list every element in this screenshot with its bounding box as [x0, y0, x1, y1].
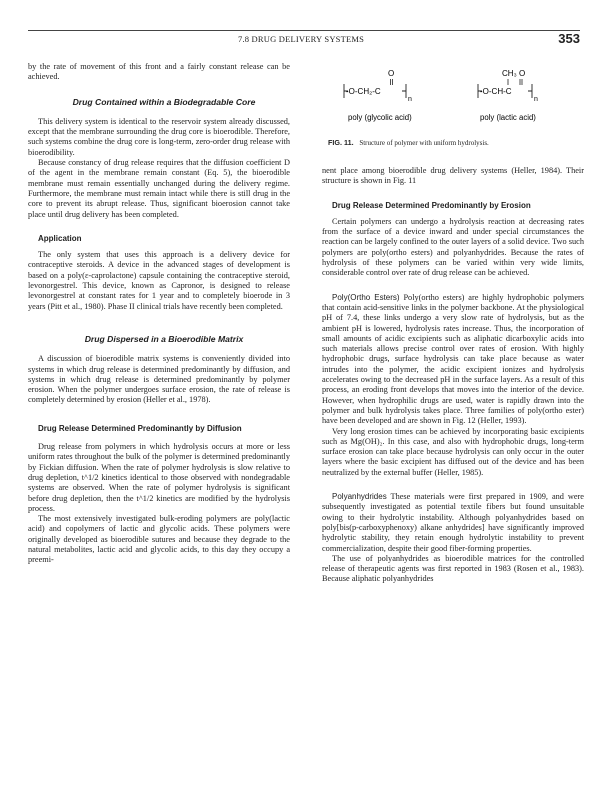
chem-o-label: O — [388, 69, 395, 78]
label-poly-lactic-acid: poly (lactic acid) — [480, 113, 536, 122]
paragraph: The use of polyanhydrides as bioerodible matrices for the controlled release of therapeutic agents was first reported in 1983 (Rosen et al., 1983). Because aliphatic polyanhydrides — [322, 553, 584, 584]
polymer-structures-diagram — [322, 62, 584, 136]
left-column — [28, 62, 290, 566]
figure-number: FIG. 11. — [328, 138, 354, 147]
chem-n-subscript: n — [408, 96, 412, 103]
continued-paragraph: nent place among bioerodible drug delivery systems (Heller, 1984). Their structure is shown in Fig. 11 — [322, 166, 584, 186]
page-header — [28, 31, 580, 48]
run-in-heading: Polyanhydrides — [332, 492, 387, 502]
figure-caption — [328, 138, 489, 148]
header-rule — [28, 30, 580, 31]
chem-ch2-chain: -O-CH₂-C — [346, 87, 381, 96]
running-head: 7.8 DRUG DELIVERY SYSTEMS — [238, 34, 365, 44]
paragraph: Drug release from polymers in which hydrolysis occurs at more or less uniform rates throughout the bulk of the polymer is determined predominantly by Fickian diffusion. When the rate of polymer hydrolysis is slow relative to drug depletion, t^1/2 kinetics identical to those observed with nondegradable systems are observed. When the rate of polymer hydrolysis is significant before drug depletion, then the t^1/2 kinetics are modified by the hydrolysis process. — [28, 442, 290, 513]
paragraph: This delivery system is identical to the reservoir system already discussed, except that the membrane surrounding the drug core is bioerodible. Therefore, such systems combine the drug core is long-term, zero-order drug release with bioerodibility. — [28, 116, 290, 157]
paragraph-text: These materials were first prepared in 1909, and were subsequently investigated as potential textile fibers but found unsuitable owing to their hydrolytic instability. Although polyanhydrides based on poly[bis(p-carboxyphenoxy) alkane anhydrides] have significantly improved hydrolytic stability, they retain enough hydrolytic instability to prevent commercialization, despite their good fiber-forming properties. — [322, 492, 584, 553]
run-in-heading: Poly(Ortho Esters) — [332, 292, 400, 302]
paragraph-poly-ortho-esters — [322, 293, 584, 427]
paragraph: The only system that uses this approach is a delivery device for contraceptive steroids. A device in the advanced stages of development is based on a poly(ε-caprolactone) capsule containing the contraceptive steroid, levonorgestrel. This device, known as Capronor, is designed to release levonorgestrel at constant rates for 1 year and to completely bioerode in 3 years (Pitt et al., 1980). Phase II clinical trials have recently been completed. — [28, 250, 290, 311]
section-heading-biodegradable-core: Drug Contained within a Biodegradable Core — [72, 96, 256, 107]
label-poly-glycolic-acid: poly (glycolic acid) — [348, 113, 412, 122]
chem-och-chain: -O-CH-C — [480, 87, 512, 96]
section-heading-diffusion: Drug Release Determined Predominantly by Diffusion — [38, 423, 242, 433]
paragraph: Very long erosion times can be achieved by incorporating basic excipients such as Mg(OH)₂. In this case, and also with hydrophobic drugs, long-term surface erosion can take place because hydrolysis can only occur in the outer layers where the basic excipient has diffused out of the device and has been neutralized by the external buffer (Heller, 1985). — [322, 426, 584, 477]
section-heading-erosion: Drug Release Determined Predominantly by Erosion — [332, 200, 531, 210]
page-number: 353 — [558, 31, 580, 46]
figure-caption-text: Structure of polymer with uniform hydrolysis. — [359, 139, 489, 147]
figure-11 — [322, 62, 584, 156]
paragraph-text: Poly(ortho esters) are highly hydrophobic polymers that contain acid-sensitive links in the polymer backbone. At the physiological pH of 7.4, these links undergo a very slow rate of hydrolysis, but as the ambient pH is lowered, hydrolysis rates increase. Thus, the incorporation of small amounts of acidic excipients such as aliphatic dicarboxylic acids into such materials allows precise control over rates of erosion. With highly hydrophobic drugs, surface hydrolysis can take place because as water intrudes into the polymer, the acidic excipient ionizes and hydrolysis accelerates owing to the decreased pH in the surface layers. As a result of this process, an eroding front develops that moves into the interior of the device. However, when hydrophilic drugs are used, water is rapidly drawn into the polymer and bulk hydrolysis takes place. Three families of poly(ortho ester) have been developed and are shown in Fig. 12 (Heller, 1993). — [322, 292, 584, 426]
section-heading-application: Application — [38, 233, 82, 243]
paragraph: Certain polymers can undergo a hydrolysis reaction at decreasing rates from the surface of a device inward and under special circumstances the reaction can be largely confined to the outer layers of a solid device. Two such polymers are poly(ortho esters) and polyanhydrides. Because the rates of hydrolysis of these polymers can be varied within very wide limits, considerable control over rate of drug release can be achieved. — [322, 216, 584, 278]
paragraph: A discussion of bioerodible matrix systems is conveniently divided into systems in which drug release is determined predominantly by diffusion, and systems in which drug release is determined predominantly by polymer erosion. When the polymer undergoes surface erosion, the rate of release is completely determined by erosion (Heller et al., 1978). — [28, 354, 290, 405]
paragraph-polyanhydrides — [322, 492, 584, 554]
right-column — [322, 62, 584, 585]
paragraph: The most extensively investigated bulk-eroding polymers are poly(lactic acid) and copolymers of lactic and glycolic acids. These polymers were originally developed as bioerodible sutures and because they degrade to the natural metabolites, lactic acid and glycolic acids, to this day they occupy a preemi- — [28, 514, 290, 565]
intro-paragraph: by the rate of movement of this front and a fairly constant release can be achieved. — [28, 62, 290, 82]
chem-n-subscript: n — [534, 96, 538, 103]
paragraph: Because constancy of drug release requires that the diffusion coefficient D of the agent in the membrane remain constant (Eq. 5), the bioerodible membrane must remain essentially unchanged during the delivery regime. Furthermore, the membrane must remain intact while there is still drug in the core to prevent its abrupt release. Thus, significant bioerosion cannot take place until drug delivery has been completed. — [28, 158, 290, 219]
section-heading-bioerodible-matrix: Drug Dispersed in a Bioerodible Matrix — [84, 333, 244, 344]
glycolic-acid-structure — [344, 69, 412, 103]
chem-ch3-label: CH₃ O — [502, 69, 526, 78]
lactic-acid-structure — [478, 69, 538, 103]
